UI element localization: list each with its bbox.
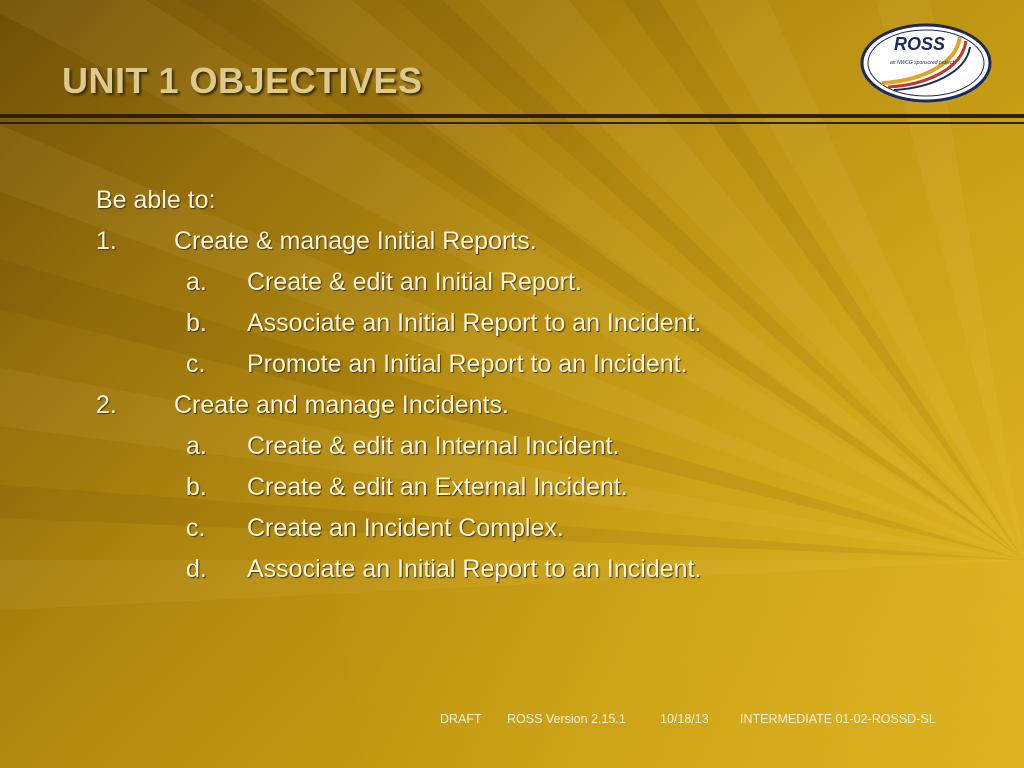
footer-version: ROSS Version 2.15.1 bbox=[507, 712, 626, 726]
objective-subitem bbox=[96, 473, 956, 514]
subitem-text: Create & edit an External Incident. bbox=[247, 473, 628, 501]
subitem-letter: a. bbox=[186, 432, 207, 460]
logo-wordmark: ROSS bbox=[894, 34, 946, 54]
ross-logo bbox=[860, 23, 992, 103]
objective-number: 1. bbox=[96, 227, 117, 255]
subitem-letter: a. bbox=[186, 268, 207, 296]
subitem-letter: b. bbox=[186, 473, 207, 501]
objective-text: Create and manage Incidents. bbox=[174, 391, 509, 419]
footer-status: DRAFT bbox=[440, 712, 482, 726]
logo-tagline: an NWCG sponsored project bbox=[890, 60, 954, 66]
objective-subitem bbox=[96, 350, 956, 391]
subitem-letter: b. bbox=[186, 309, 207, 337]
slide-title: UNIT 1 OBJECTIVES bbox=[62, 60, 423, 101]
objective-subitem bbox=[96, 555, 956, 596]
title-rule-thin bbox=[0, 122, 1024, 124]
objectives-list bbox=[96, 186, 956, 596]
objective-subitem bbox=[96, 432, 956, 473]
subitem-letter: c. bbox=[186, 350, 206, 378]
objective-subitem bbox=[96, 268, 956, 309]
footer-date: 10/18/13 bbox=[660, 712, 709, 726]
subitem-text: Promote an Initial Report to an Incident. bbox=[247, 350, 688, 378]
objective-subitem bbox=[96, 514, 956, 555]
subitem-letter: c. bbox=[186, 514, 206, 542]
intro-line bbox=[96, 186, 956, 227]
subitem-letter: d. bbox=[186, 555, 207, 583]
subitem-text: Create & edit an Internal Incident. bbox=[247, 432, 620, 460]
title-rule-thick bbox=[0, 114, 1024, 118]
objective-item bbox=[96, 227, 956, 268]
objective-text: Create & manage Initial Reports. bbox=[174, 227, 537, 255]
objective-number: 2. bbox=[96, 391, 117, 419]
subitem-text: Associate an Initial Report to an Incident. bbox=[247, 309, 702, 337]
subitem-text: Associate an Initial Report to an Incident. bbox=[247, 555, 702, 583]
subitem-text: Create & edit an Initial Report. bbox=[247, 268, 582, 296]
intro-text: Be able to: bbox=[96, 186, 216, 214]
footer-course: INTERMEDIATE 01-02-ROSSD-SL bbox=[740, 712, 936, 726]
objective-subitem bbox=[96, 309, 956, 350]
subitem-text: Create an Incident Complex. bbox=[247, 514, 564, 542]
objective-item bbox=[96, 391, 956, 432]
